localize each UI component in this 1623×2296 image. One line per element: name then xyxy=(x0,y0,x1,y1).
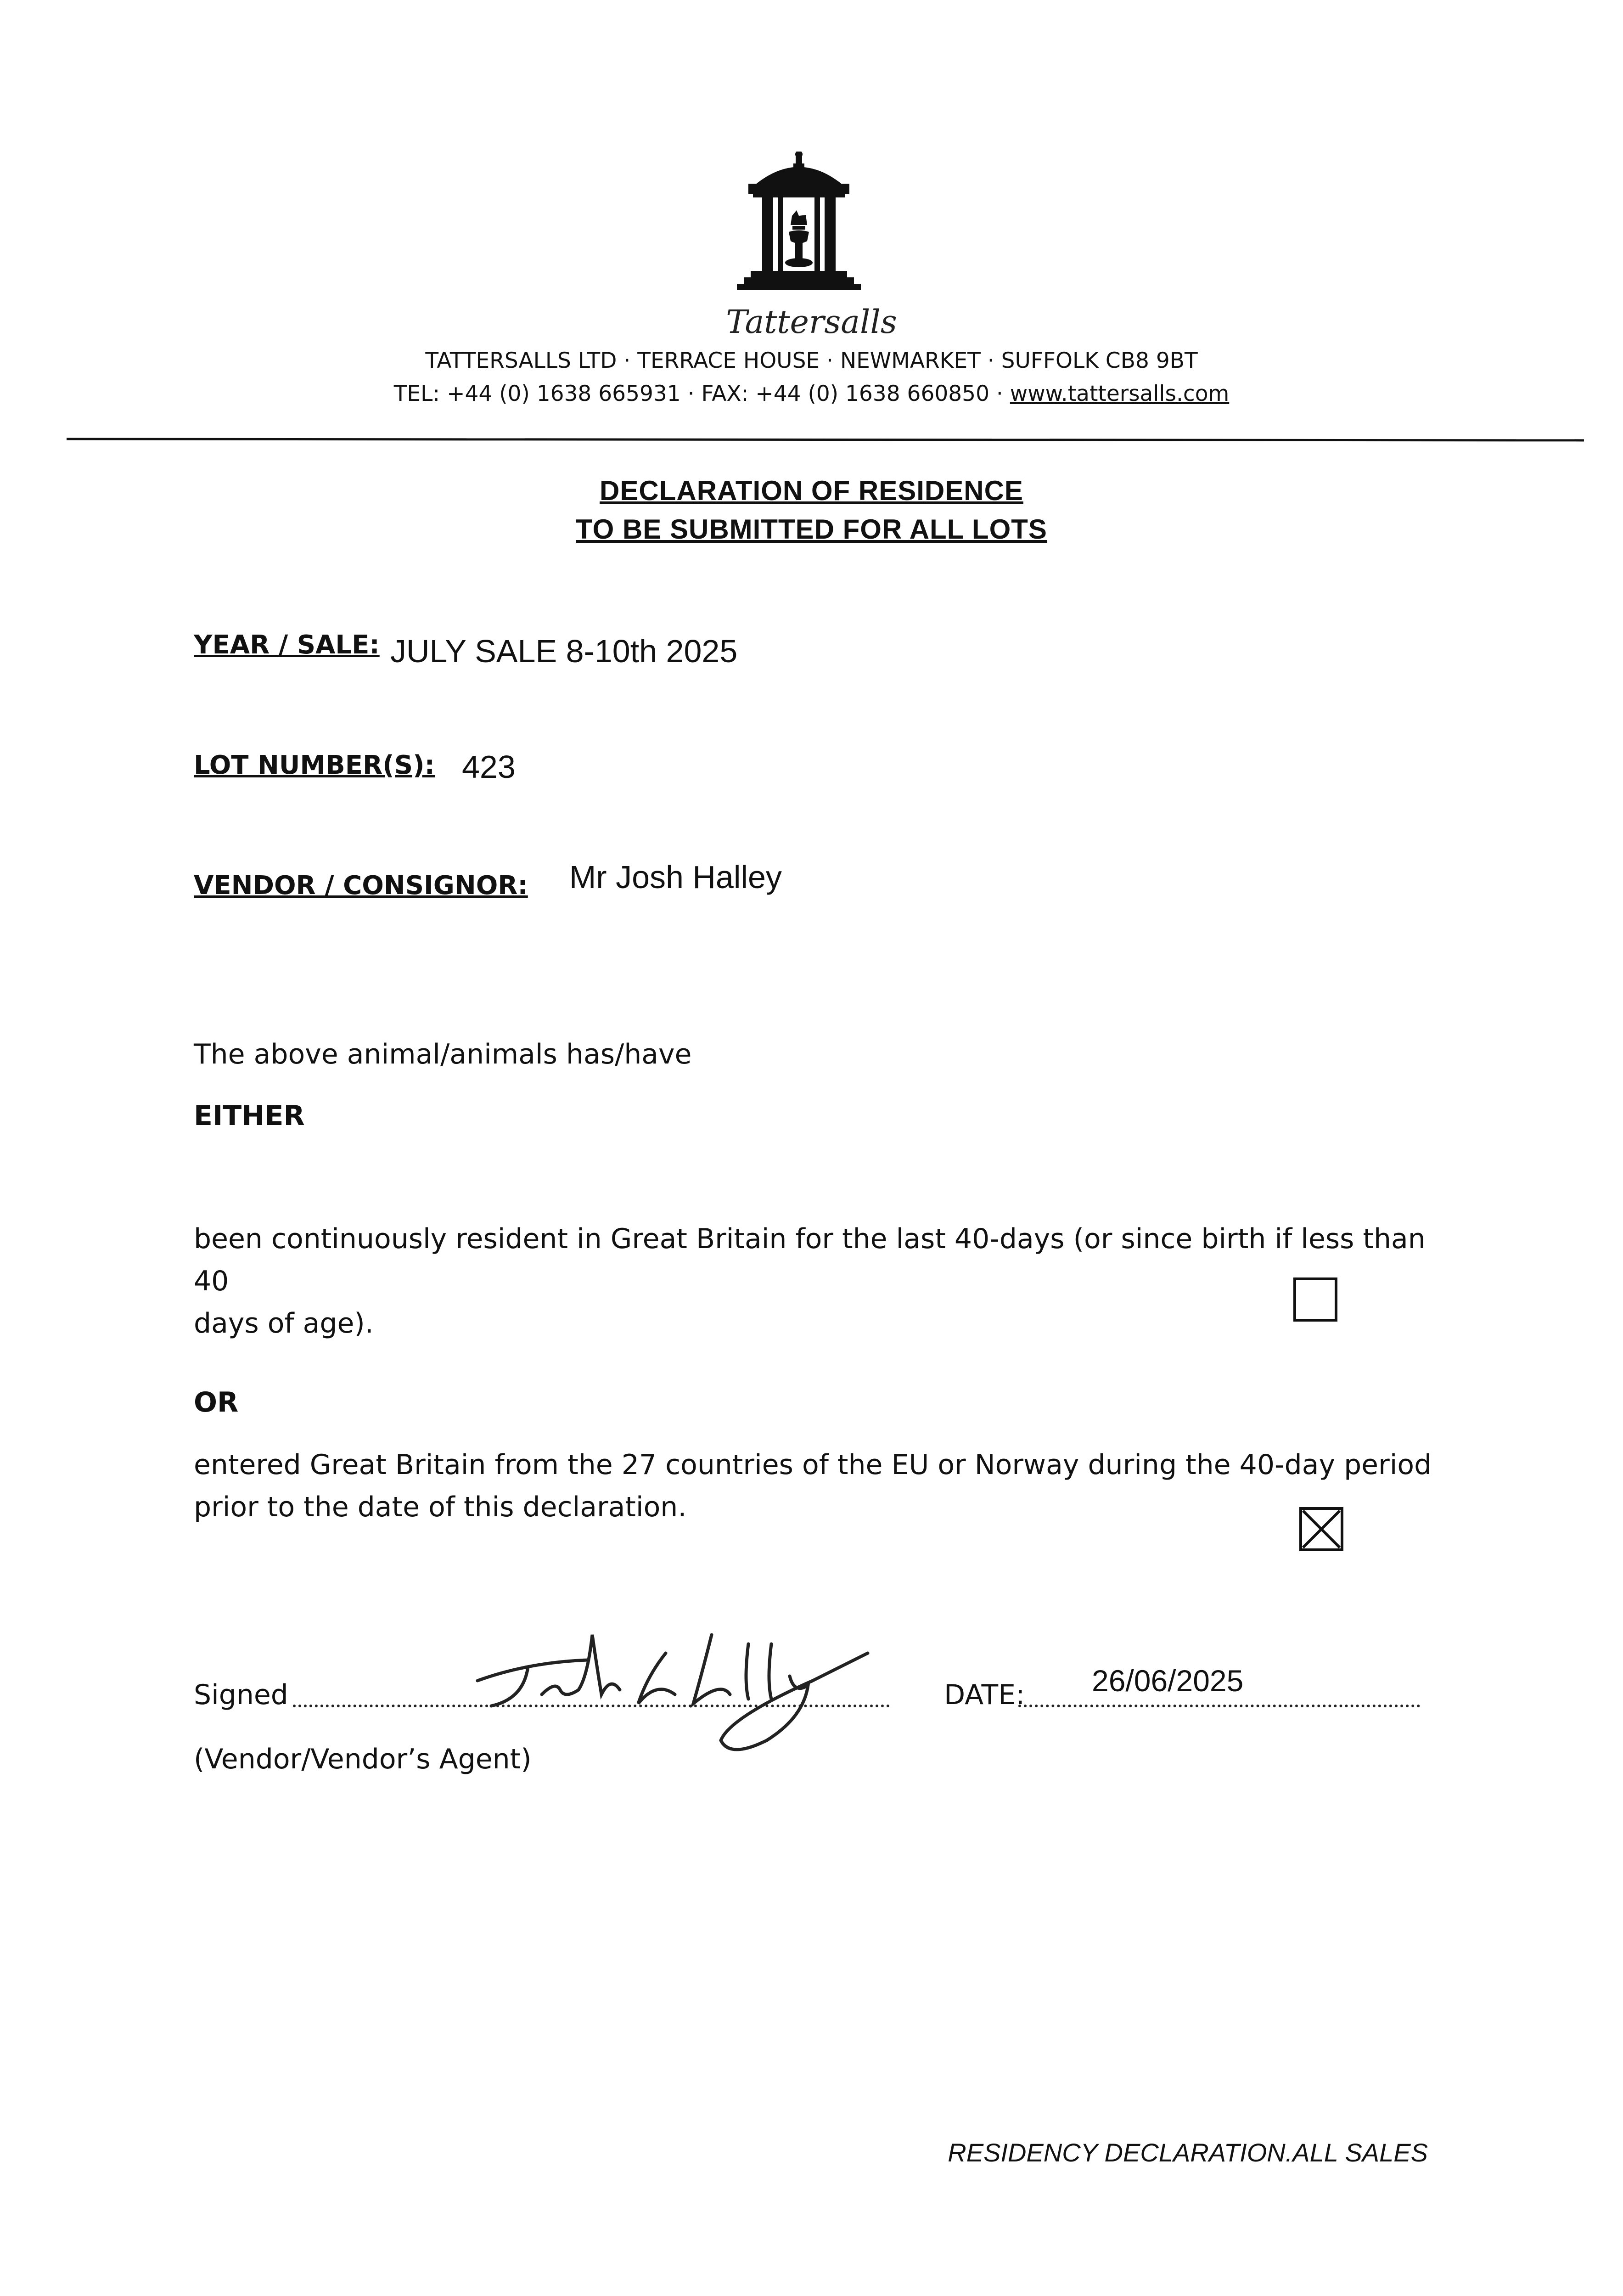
option-resident-checkbox[interactable] xyxy=(1293,1277,1337,1322)
document-title: DECLARATION OF RESIDENCE xyxy=(600,475,1023,506)
option-eu-line-1: entered Great Britain from the 27 countries of the EU or Norway during the 40-day period xyxy=(194,1449,1432,1481)
checkbox-cross-icon xyxy=(1302,1510,1341,1548)
company-contact xyxy=(0,381,1623,406)
declaration-intro: The above animal/animals has/have xyxy=(194,1038,692,1070)
brand-name: Tattersalls xyxy=(726,303,897,341)
lot-number-label: LOT NUMBER(S): xyxy=(194,750,435,780)
vendor-agent-label: (Vendor/Vendor’s Agent) xyxy=(194,1743,532,1775)
year-sale-label: YEAR / SALE: xyxy=(194,630,380,660)
option-resident-line-2: days of age). xyxy=(194,1307,374,1339)
lot-number-value[interactable]: 423 xyxy=(462,749,516,785)
handwritten-signature xyxy=(473,1626,877,1763)
option-resident-text xyxy=(194,1218,1433,1345)
vendor-value[interactable]: Mr Josh Halley xyxy=(569,859,782,895)
date-line xyxy=(1018,1705,1420,1707)
tattersalls-logo-icon xyxy=(730,152,868,308)
or-heading: OR xyxy=(194,1386,239,1418)
option-eu-checkbox[interactable] xyxy=(1299,1507,1343,1551)
year-sale-value[interactable]: JULY SALE 8-10th 2025 xyxy=(390,633,738,669)
signed-label: Signed xyxy=(194,1679,288,1711)
company-address: TATTERSALLS LTD · TERRACE HOUSE · NEWMARKET · SUFFOLK CB8 9BT xyxy=(425,348,1198,373)
option-eu-line-2: prior to the date of this declaration. xyxy=(194,1491,687,1523)
contact-phone-fax: TEL: +44 (0) 1638 665931 · FAX: +44 (0) 1638 660850 · xyxy=(393,381,1010,406)
date-value[interactable]: 26/06/2025 xyxy=(1092,1664,1244,1698)
option-resident-line-1: been continuously resident in Great Britain for the last 40-days (or since birth if less than 40 xyxy=(194,1223,1426,1297)
vendor-label: VENDOR / CONSIGNOR: xyxy=(194,871,528,900)
document-subtitle: TO BE SUBMITTED FOR ALL LOTS xyxy=(576,514,1047,545)
date-label: DATE: xyxy=(944,1679,1025,1711)
option-eu-text xyxy=(194,1444,1433,1528)
footer-reference: RESIDENCY DECLARATION.ALL SALES xyxy=(948,2138,1428,2167)
website-link[interactable]: www.tattersalls.com xyxy=(1010,381,1230,406)
either-heading: EITHER xyxy=(194,1100,305,1132)
header-divider xyxy=(67,438,1584,442)
